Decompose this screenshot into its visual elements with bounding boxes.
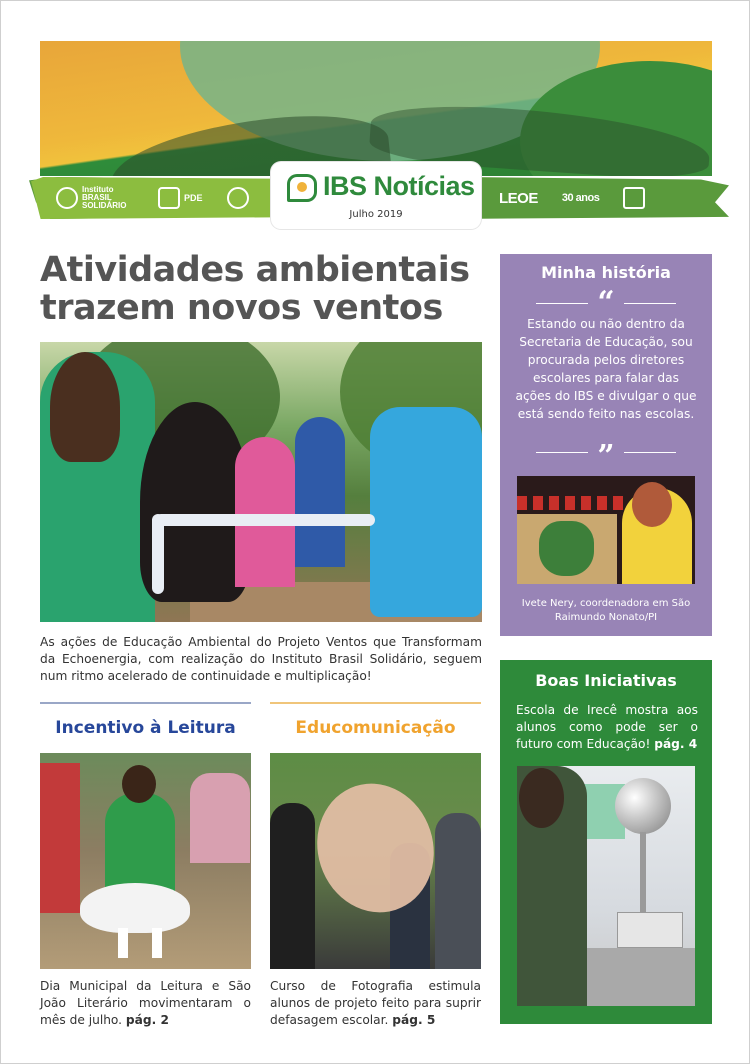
testimonial-photo (517, 476, 695, 584)
partner-label: Instituto BRASIL SOLIDÁRIO (82, 185, 127, 210)
speech-bubble-icon (287, 174, 317, 202)
educom-caption-text: Curso de Fotografia estimula alunos de projeto feito para suprir defasagem escolar. (270, 979, 481, 1027)
section-title-reading: Incentivo à Leitura (55, 718, 236, 738)
pde-logo-icon (158, 187, 203, 209)
educom-caption (270, 978, 481, 1029)
section-divider-educom (270, 702, 481, 704)
main-lead-text: As ações de Educação Ambiental do Projeto Ventos que Transformam da Echoenergia, com realização do Instituto Brasil Solidário, seguem num ritmo acelerado de continuidade e multiplicação! (40, 635, 482, 683)
heart-logo-icon (56, 186, 134, 210)
close-quote-icon: ” (597, 439, 615, 474)
boas-iniciativas-body: Escola de Irecê mostra aos alunos como pode ser o futuro com Educação! (516, 703, 698, 751)
seal-logo-icon (227, 187, 249, 209)
testimonial-caption: Ivete Nery, coordenadora em São Raimundo Nonato/PI (521, 598, 691, 623)
section-divider-reading (40, 702, 251, 704)
partner-logos-right (499, 183, 669, 213)
masthead-title: IBS Notícias (323, 171, 475, 201)
boas-iniciativas-title: Boas Iniciativas (535, 671, 677, 690)
partner-logos-left (56, 183, 273, 213)
testimonial-quote: Estando ou não dentro da Secretaria de Educação, sou procurada pelos diretores escolares para falar das ações do IBS e divulgar o que está sendo feito nas escolas. (515, 317, 697, 421)
reading-caption-text: Dia Municipal da Leitura e São João Literário movimentaram o mês de julho. (40, 979, 251, 1027)
reading-page-ref[interactable]: pág. 2 (125, 1013, 169, 1027)
thirty-years-logo-icon (561, 191, 600, 204)
partner-label: LEOE (499, 189, 538, 207)
book-logo-icon (623, 187, 645, 209)
reading-caption (40, 978, 251, 1029)
issue-date: Julho 2019 (349, 209, 403, 220)
reading-photo (40, 753, 251, 969)
partner-label: 30 anos (561, 191, 600, 204)
boas-iniciativas-page-ref[interactable]: pág. 4 (654, 737, 698, 751)
section-title-educom: Educomunicação (295, 718, 456, 738)
boas-iniciativas-text (516, 702, 698, 753)
main-headline: Atividades ambientais trazem novos ventos (40, 250, 470, 328)
partner-label: PDE (184, 192, 203, 203)
photography-course-photo (270, 753, 481, 969)
leoe-logo-icon (499, 189, 538, 207)
open-quote-icon: “ (597, 285, 615, 320)
minha-historia-title: Minha história (541, 263, 671, 282)
main-article-photo (40, 342, 482, 622)
educom-page-ref[interactable]: pág. 5 (392, 1013, 436, 1027)
science-lab-photo (517, 766, 695, 1006)
header-banner-image (40, 41, 712, 176)
masthead (271, 162, 481, 229)
